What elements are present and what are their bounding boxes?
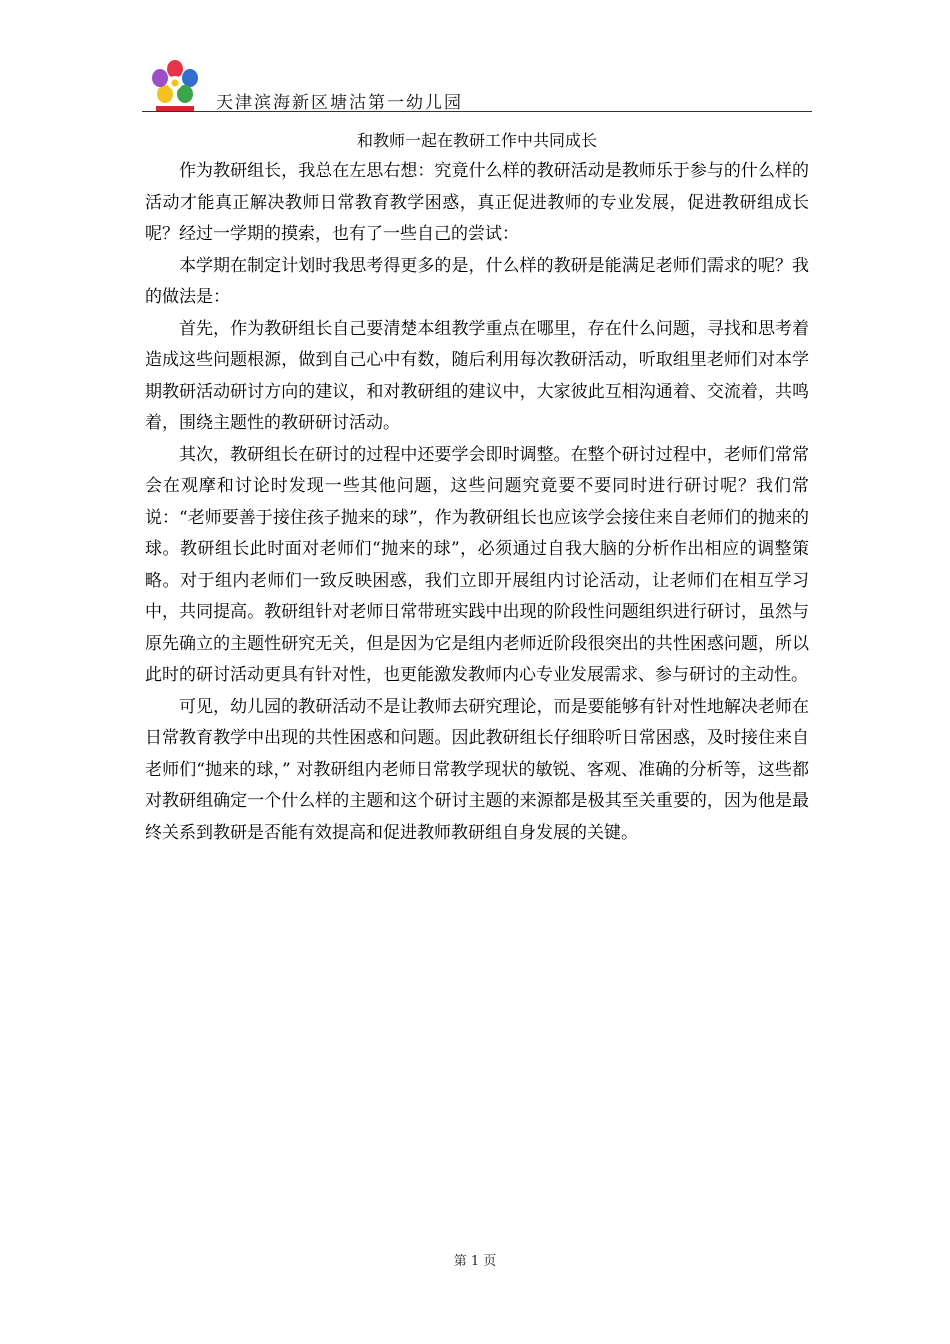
document-title: 和教师一起在教研工作中共同成长 — [356, 131, 597, 150]
page-header — [142, 56, 812, 112]
organization-name: 天津滨海新区塘沽第一幼儿园 — [216, 93, 463, 113]
paragraph: 作为教研组长，我总在左思右想：究竟什么样的教研活动是教师乐于参与的什么样的活动才能真正解决教师日常教育教学困惑，真正促进教师的专业发展，促进教研组成长呢？经过一学期的摸索，也有了一些自己的尝试： — [145, 161, 809, 244]
paragraph: 可见，幼儿园的教研活动不是让教师去研究理论，而是要能够有针对性地解决老师在日常教育教学中出现的共性困惑和问题。因此教研组长仔细聆听日常困惑，及时接住来自老师们“抛来的球，” 对教研组内老师日常教学现状的敏锐、客观、准确的分析等，这些都对教研组确定一个什么样的主题和这个研讨主题的来源都是极其至关重要的，因为他是最终关系到教研是否能有效提高和促进教师教研组自身发展的关键。 — [145, 696, 809, 843]
document-body — [145, 156, 809, 849]
kindergarten-flower-logo — [146, 56, 204, 112]
header-divider — [142, 111, 812, 112]
page-number: 第 1 页 — [453, 1254, 497, 1269]
paragraph: 本学期在制定计划时我思考得更多的是，什么样的教研是能满足老师们需求的呢？我的做法是： — [145, 255, 809, 307]
paragraph: 首先，作为教研组长自己要清楚本组教学重点在哪里，存在什么问题，寻找和思考着造成这些问题根源，做到自己心中有数，随后利用每次教研活动，听取组里老师们对本学期教研活动研讨方向的建议，和对教研组的建议中，大家彼此互相沟通着、交流着，共鸣着，围绕主题性的教研研讨活动。 — [145, 318, 809, 433]
paragraph: 其次，教研组长在研讨的过程中还要学会即时调整。在整个研讨过程中，老师们常常会在观摩和讨论时发现一些其他问题，这些问题究竟要不要同时进行研讨呢？我们常说：“老师要善于接住孩子抛来的球”，作为教研组长也应该学会接住来自老师们的抛来的球。教研组长此时面对老师们“抛来的球”，必须通过自我大脑的分析作出相应的调整策略。对于组内老师们一致反映困惑，我们立即开展组内讨论活动，让老师们在相互学习中，共同提高。教研组针对老师日常带班实践中出现的阶段性问题组织进行研讨，虽然与原先确立的主题性研究无关，但是因为它是组内老师近阶段很突出的共性困惑问题，所以此时的研讨活动更具有针对性，也更能激发教师内心专业发展需求、参与研讨的主动性。 — [145, 444, 809, 685]
